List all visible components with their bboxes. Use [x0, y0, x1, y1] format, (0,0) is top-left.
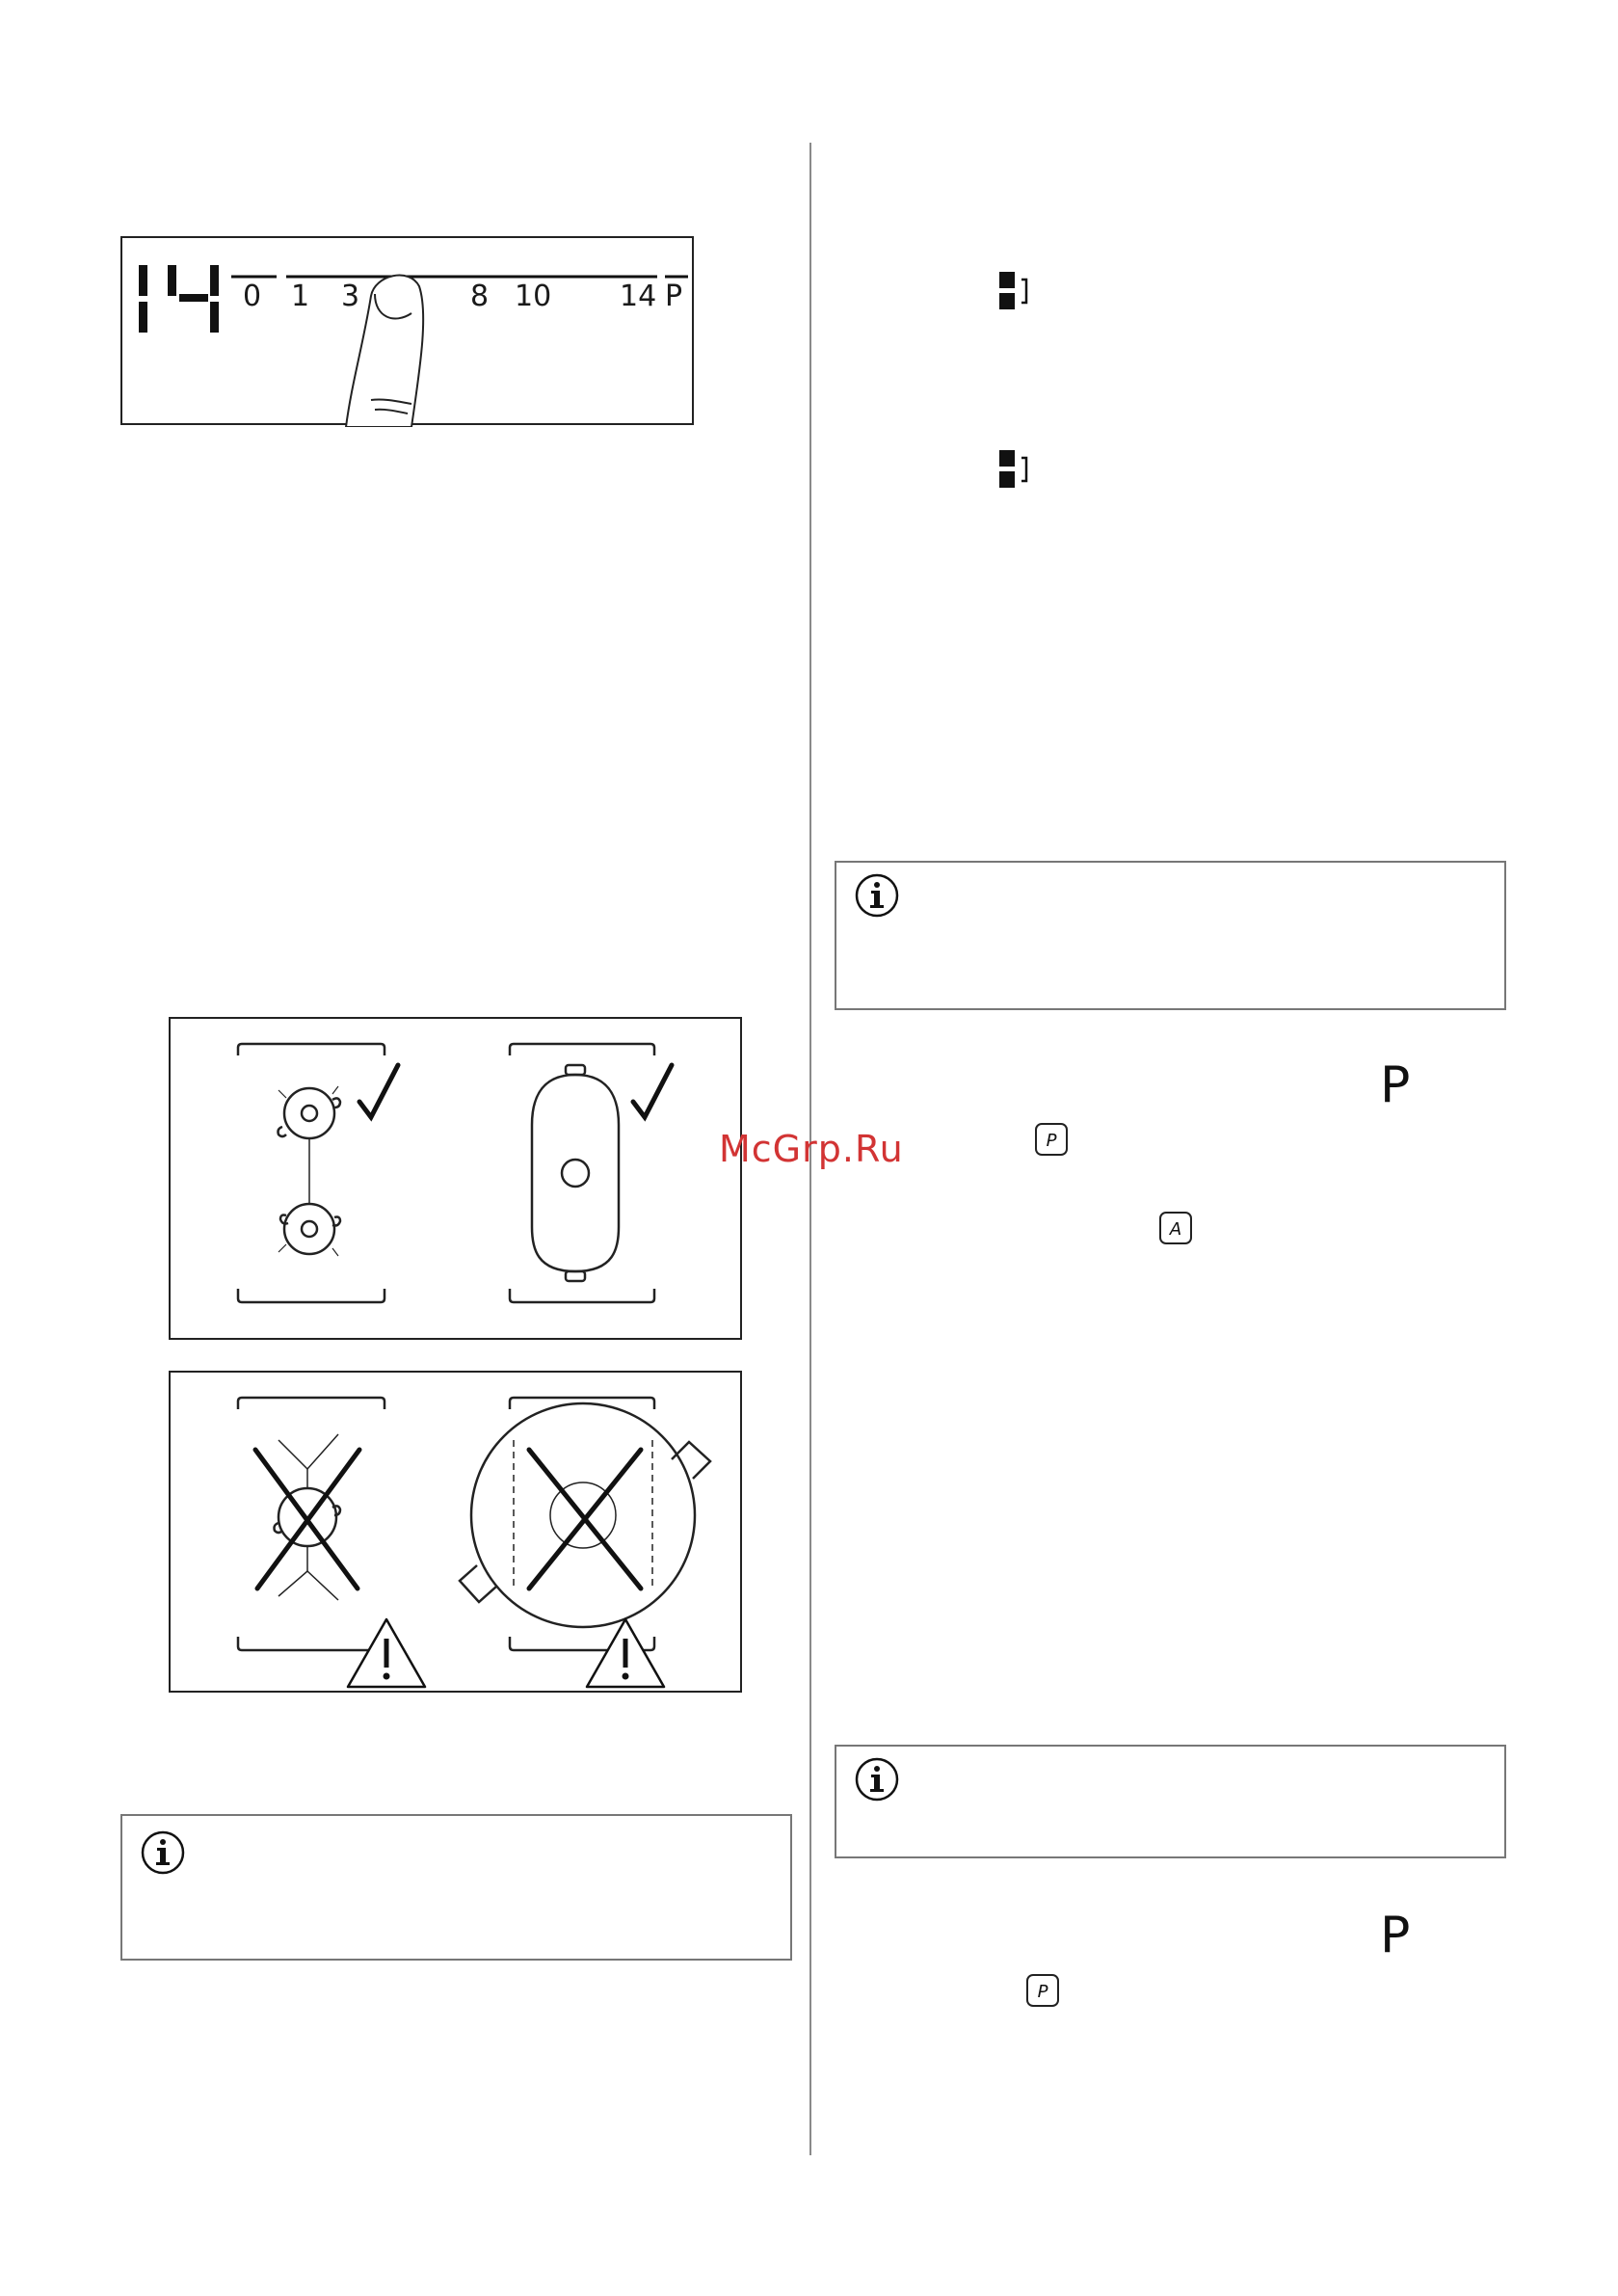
info-icon	[854, 872, 900, 919]
scale-label-p: P	[665, 280, 683, 313]
svg-text:P: P	[1037, 1982, 1048, 2002]
key-a-icon	[1159, 1212, 1192, 1244]
warning-triangle-icon	[587, 1619, 664, 1687]
info-note-right-2	[835, 1745, 1506, 1858]
key-p-icon	[1035, 1123, 1068, 1156]
scale-label-8: 8	[470, 280, 490, 313]
level-display	[122, 238, 696, 427]
power-boost-label: P	[1380, 1907, 1411, 1964]
incorrect-cookware-illustration	[169, 1371, 742, 1693]
info-note-right-1	[835, 861, 1506, 1010]
info-note-left	[120, 1814, 792, 1961]
segment-display-symbol-icon	[997, 448, 1032, 491]
info-icon	[854, 1756, 900, 1802]
power-boost-label: P	[1380, 1056, 1411, 1114]
correct-cookware-illustration	[169, 1017, 742, 1340]
warning-triangle-icon	[348, 1619, 425, 1687]
control-panel-illustration	[120, 236, 694, 425]
scale-label-14: 14	[620, 280, 657, 313]
watermark: McGrp.Ru	[719, 1128, 904, 1170]
check-mark-icon	[633, 1065, 672, 1117]
svg-text:A: A	[1169, 1219, 1182, 1240]
scale-label-10: 10	[515, 280, 552, 313]
scale-label-1: 1	[291, 280, 310, 313]
svg-text:P: P	[1046, 1131, 1057, 1151]
scale-label-3: 3	[341, 280, 360, 313]
check-mark-icon	[359, 1065, 398, 1117]
scale-label-0: 0	[243, 280, 262, 313]
segment-display-symbol-icon	[997, 270, 1032, 312]
info-icon	[140, 1829, 186, 1876]
key-p-icon	[1026, 1974, 1059, 2007]
